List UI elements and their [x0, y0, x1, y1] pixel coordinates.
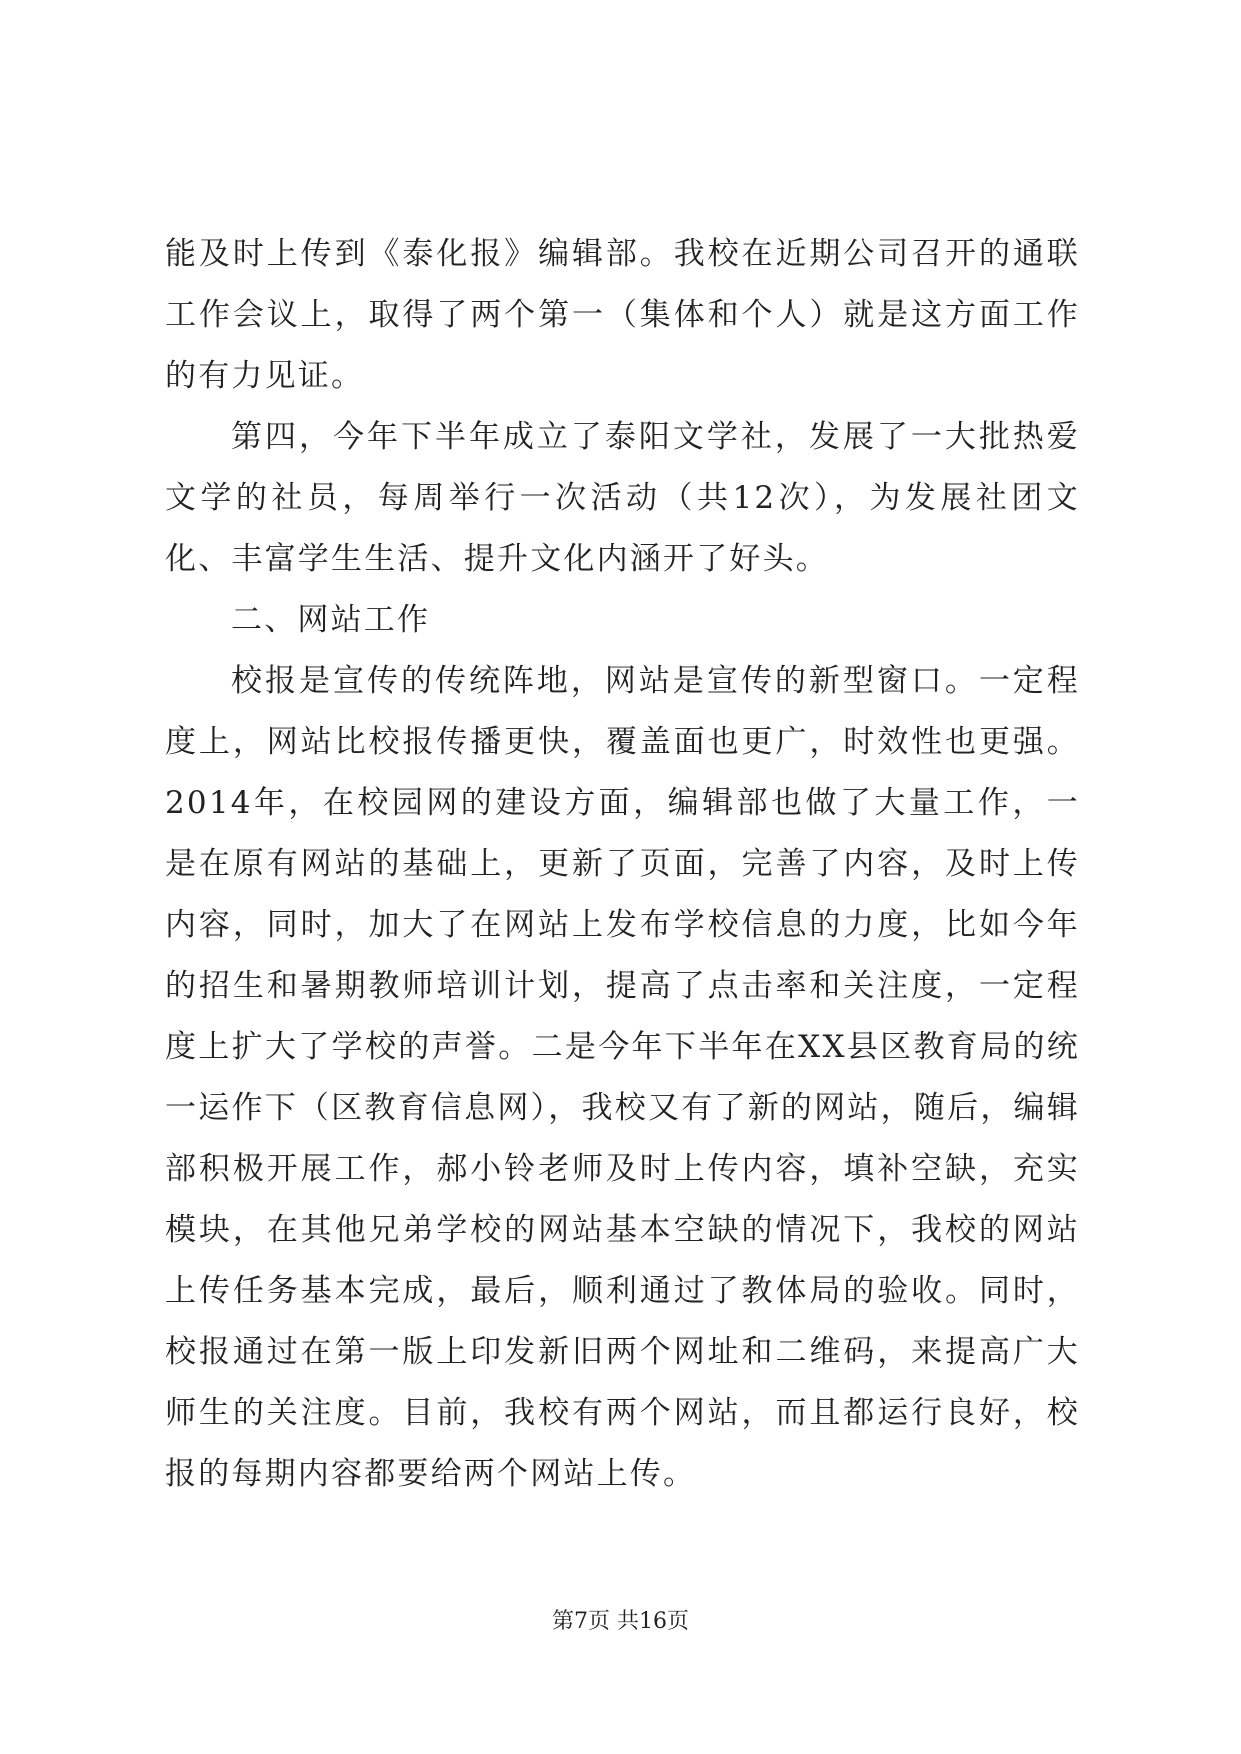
paragraph-continuation: 能及时上传到《泰化报》编辑部。我校在近期公司召开的通联工作会议上，取得了两个第一（集体和个人）就是这方面工作的有力见证。 — [165, 236, 1080, 394]
paragraph-website-work: 校报是宣传的传统阵地，网站是宣传的新型窗口。一定程度上，网站比校报传播更快，覆盖面也更广，时效性也更强。2014年，在校园网的建设方面，编辑部也做了大量工作，一是在原有网站的基础上，更新了页面，完善了内容，及时上传内容，同时，加大了在网站上发布学校信息的力度，比如今年的招生和暑期教师培训计划，提高了点击率和关注度，一定程度上扩大了学校的声誉。二是今年下半年在XX县区教育局的统一运作下（区教育信息网），我校又有了新的网站，随后，编辑部积极开展工作，郝小铃老师及时上传内容，填补空缺，充实模块，在其他兄弟学校的网站基本空缺的情况下，我校的网站上传任务基本完成，最后，顺利通过了教体局的验收。同时，校报通过在第一版上印发新旧两个网址和二维码，来提高广大师生的关注度。目前，我校有两个网站，而且都运行良好，校报的每期内容都要给两个网站上传。 — [165, 663, 1080, 1492]
body-text — [165, 224, 1080, 1505]
paragraph-literary-society: 第四，今年下半年成立了泰阳文学社，发展了一大批热爱文学的社员，每周举行一次活动（共12次），为发展社团文化、丰富学生生活、提升文化内涵开了好头。 — [165, 419, 1080, 577]
section-heading-website-work: 二、网站工作 — [231, 602, 431, 638]
page-footer: 第7页 共16页 — [552, 1609, 689, 1634]
